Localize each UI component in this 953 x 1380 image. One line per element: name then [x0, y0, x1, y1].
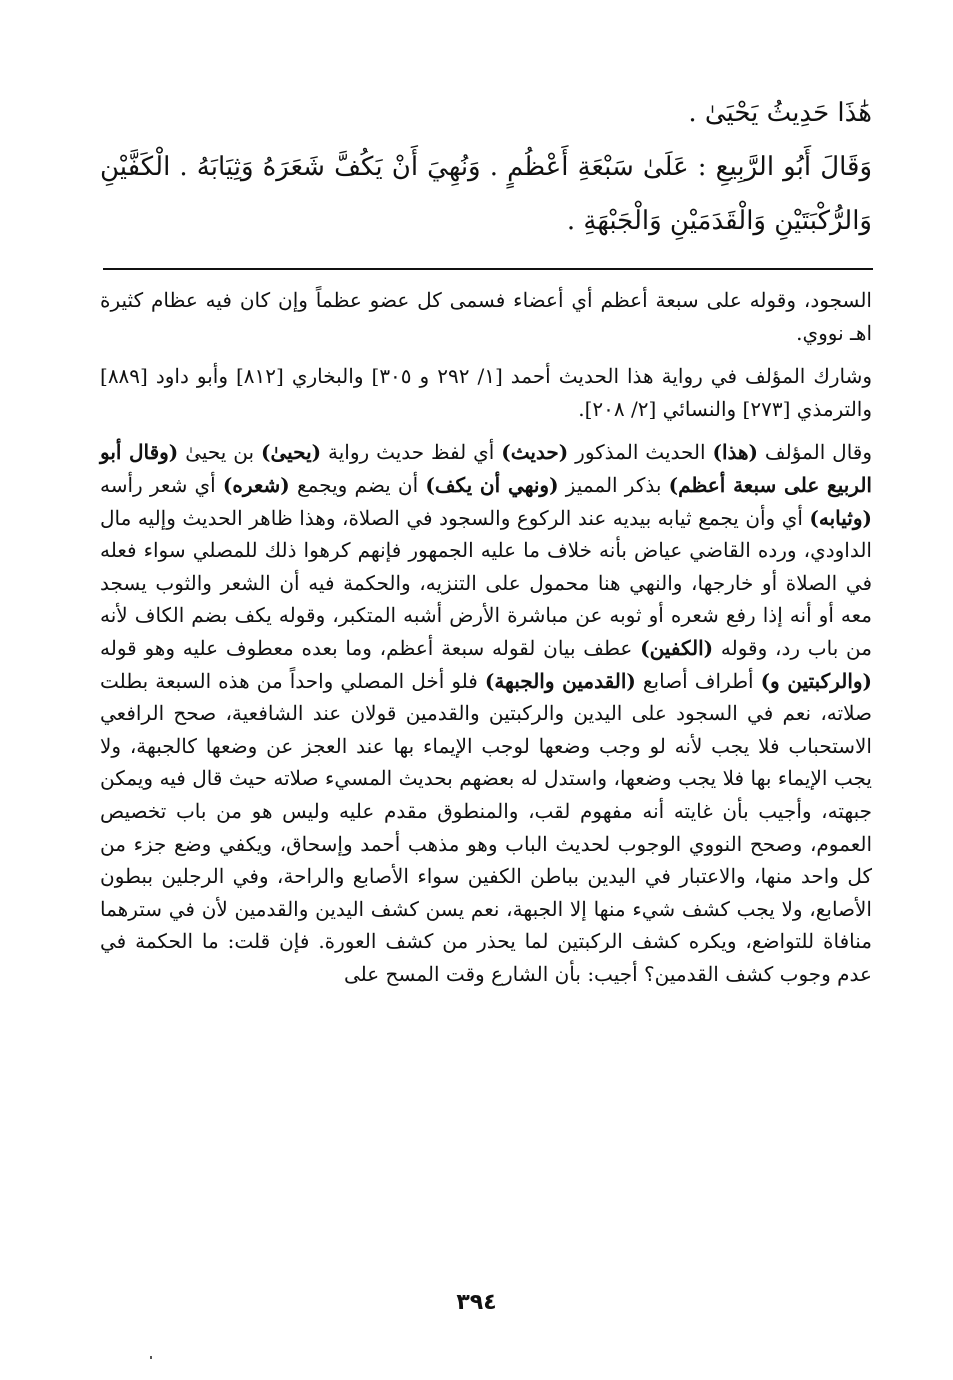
commentary-keyword: (يحيىٰ) — [260, 440, 322, 465]
page-number: ٣٩٤ — [456, 1290, 497, 1315]
commentary-keyword: (القدمين والجبهة) — [484, 668, 636, 693]
commentary-block — [100, 284, 872, 990]
commentary-text: أي وأن يجمع ثيابه بيديه عند الركوع والسجود في الصلاة، وهذا ظاهر الحديث وإليه مال الداودي، ورده القاضي عياض بأنه خلاف ما عليه الجمهور فإنهم كرهوا ذلك للمصلي سواء فعله في الصلاة أو خارجها، والنهي هنا محمول على التنزيه، والحكمة فيه أن الشعر والثوب يسجد معه أو أنه إذا رفع شعره أو ثوبه عن مباشرة الأرض أشبه المتكبر، وقوله يكف بضم الكاف لأنه من باب رد، وقوله — [100, 505, 872, 660]
commentary-keyword: (شعره) — [222, 472, 290, 497]
hadith-line-1: هَٰذَا حَدِيثُ يَحْيَىٰ . — [688, 98, 872, 128]
commentary-keyword: (ونهي أن يكف) — [425, 472, 559, 497]
commentary-text: بذكر المميز — [558, 472, 669, 497]
commentary-paragraph-3 — [100, 436, 872, 990]
commentary-keyword: (وثيابه) — [809, 505, 872, 530]
commentary-keyword: (وقال أبو الربيع على سبعة أعظم) — [100, 440, 872, 497]
commentary-text: أي لفظ حديث رواية — [321, 440, 502, 465]
commentary-paragraph-1: السجود، وقوله على سبعة أعظم أي أعضاء فسمى كل عضو عظماً وإن كان فيه عظام كثيرة اهـ نووي. — [100, 288, 872, 345]
commentary-keyword: (هذا) — [712, 440, 759, 465]
commentary-keyword: (حديث) — [501, 440, 569, 465]
commentary-keyword: (والركبتين و) — [760, 668, 873, 693]
commentary-text: أي شعر رأسه — [100, 472, 223, 497]
hadith-line-2: وَقَالَ أَبُو الرَّبِيعِ : عَلَىٰ سَبْعَةِ أَعْظُمٍ . وَنُهِيَ أَنْ يَكُفَّ شَعَرَهُ وَثِيَابَهُ . الْكَفَّيْنِ وَالرُّكْبَتَيْنِ وَالْقَدَمَيْنِ وَالْجَبْهَةِ . — [100, 152, 872, 236]
commentary-text: وقال المؤلف — [758, 440, 873, 465]
commentary-text: أن يضم ويجمع — [289, 472, 426, 497]
commentary-text: الحديث المذكور — [568, 440, 713, 465]
commentary-text: أطراف أصابع — [635, 668, 761, 693]
footnote-divider — [103, 268, 873, 270]
commentary-keyword: (الكفين) — [640, 635, 714, 660]
scan-speck — [150, 1356, 152, 1359]
hadith-text-block — [100, 86, 872, 248]
commentary-text: بن يحيىٰ — [178, 440, 261, 465]
commentary-paragraph-2: وشارك المؤلف في رواية هذا الحديث أحمد [١/ ٢٩٢ و ٣٠٥] والبخاري [٨١٢] وأبو داود [٨٨٩] والترمذي [٢٧٣] والنسائي [٢/ ٢٠٨]. — [100, 364, 872, 421]
commentary-text: عطف بيان لقوله سبعة أعظم، وما بعده معطوف عليه وهو قوله — [100, 635, 641, 660]
commentary-text: فلو أخل المصلي واحداً من هذه السبعة بطلت صلاته، نعم في السجود على اليدين والركبتين والقدمين قولان عند الشافعية، صحح الرافعي الاستحباب فلا يجب لأنه لو وجب وضعها لوجب الإيماء بها عند العجز عن وضعها كالجبهة، ولا يجب الإيماء بها فلا يجب وضعها، واستدل له بعضهم بحديث المسيء صلاته حيث قال فيه ويمكن جبهته، وأجيب بأن غايته أنه مفهوم لقب، والمنطوق مقدم عليه وليس هو من باب تخصيص العموم، وصحح النووي الوجوب لحديث الباب وهو مذهب أحمد وإسحاق، ويكفي وضع جزء من كل واحد منها، والاعتبار في اليدين بباطن الكفين سواء الأصابع والراحة، وفي الرجلين ببطون الأصابع، ولا يجب كشف شيء منها إلا الجبهة، نعم يسن كشف اليدين والقدمين لأن في سترهما منافاة للتواضع، ويكره كشف الركبتين لما يحذر من كشف العورة. فإن قلت: ما الحكمة في عدم وجوب كشف القدمين؟ أجيب: بأن الشارع وقت المسح على — [100, 668, 873, 986]
